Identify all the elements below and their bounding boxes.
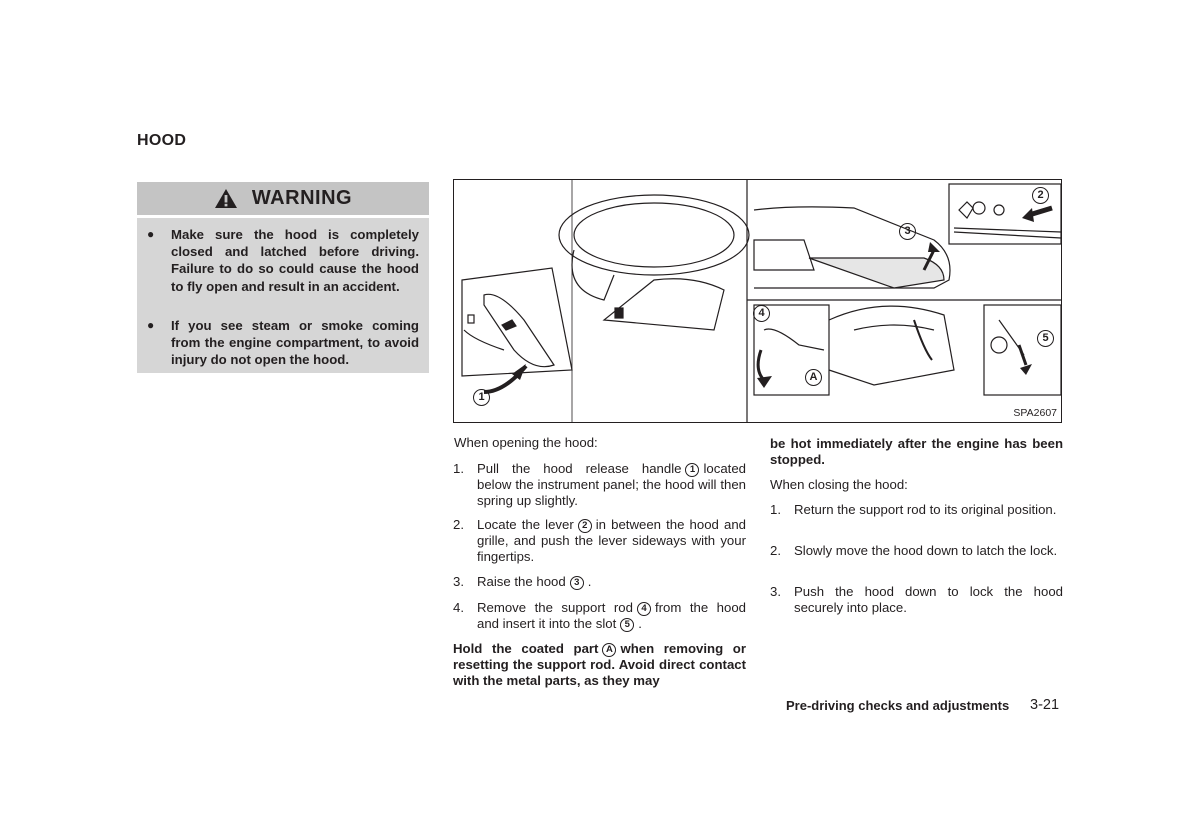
hood-illustration	[453, 179, 1062, 423]
caution-text: Hold the coated part A when removing or resetting the support rod. Avoid direct contact with the metal parts, as they may	[453, 641, 746, 689]
callout-5: 5	[1033, 329, 1058, 347]
bullet-icon: ●	[147, 318, 155, 332]
callout-4: 4	[749, 304, 774, 322]
warning-label: WARNING	[251, 187, 353, 209]
warning-box	[137, 182, 429, 373]
hood-diagram	[454, 180, 1061, 422]
opening-step-3: 3. Raise the hood 3 .	[453, 574, 592, 589]
warning-item: ● Make sure the hood is completely closed and latched before driving. Failure to do so could cause the hood to fly open and result in an accident.	[147, 227, 419, 294]
callout-2: 2	[1028, 186, 1053, 204]
callout-a: A	[801, 368, 826, 386]
closing-step-2: 2. Slowly move the hood down to latch the lock.	[770, 543, 1058, 558]
callout-1: 1	[469, 388, 494, 406]
caution-continued: be hot immediately after the engine has been stopped.	[770, 436, 1063, 468]
figure-caption: SPA2607	[1013, 407, 1057, 419]
footer-section-title: Pre-driving checks and adjustments	[786, 698, 1010, 713]
callout-3: 3	[895, 222, 920, 240]
warning-item: ● If you see steam or smoke coming from the engine compartment, to avoid injury do not open the hood.	[147, 318, 419, 368]
closing-step-3: 3. Push the hood down to lock the hood securely into place.	[770, 584, 1063, 616]
page-number: 3-21	[1030, 697, 1060, 713]
closing-step-1: 1. Return the support rod to its original position.	[770, 502, 1057, 517]
bullet-icon: ●	[147, 227, 155, 241]
opening-step-1: 1. Pull the hood release handle 1 located below the instrument panel; the hood will then spring up slightly.	[453, 461, 746, 509]
warning-header	[137, 182, 429, 215]
opening-step-4: 4. Remove the support rod 4 from the hood and insert it into the slot 5 .	[453, 600, 746, 632]
opening-step-2: 2. Locate the lever 2 in between the hood and grille, and push the lever sideways with your fingertips.	[453, 517, 747, 565]
section-title: HOOD	[137, 132, 187, 149]
closing-intro: When closing the hood:	[770, 477, 908, 492]
warning-triangle-icon	[214, 188, 238, 209]
opening-intro: When opening the hood:	[454, 435, 598, 450]
warning-divider	[137, 215, 429, 218]
